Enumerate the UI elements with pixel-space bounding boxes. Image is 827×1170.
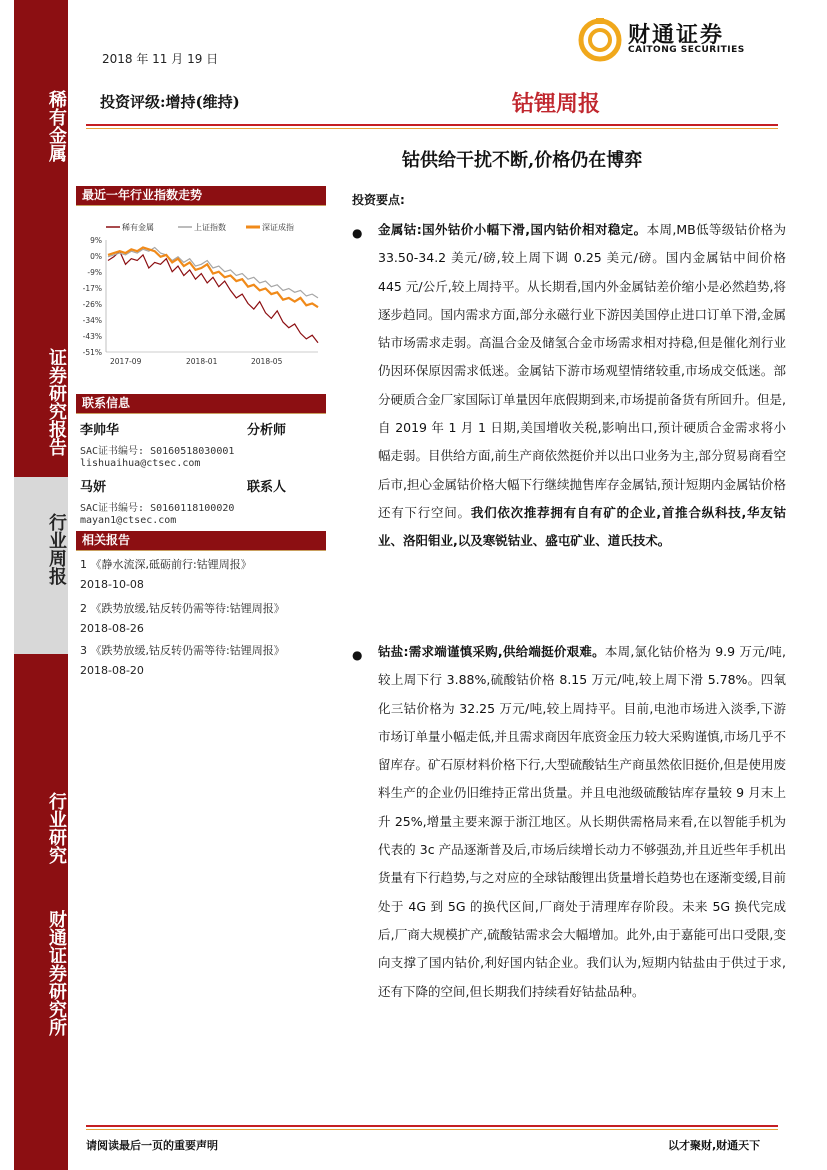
contact-section-header: 联系信息 — [76, 394, 326, 413]
key-point-cobalt-metal-lead: 金属钴:国外钴价小幅下滑,国内钴价相对稳定。 — [378, 222, 647, 237]
y-tick-label: -43% — [82, 332, 102, 341]
bullet-icon: ● — [352, 226, 363, 240]
sidebar-block-report-type — [14, 177, 68, 477]
legend-label: 深证成指 — [262, 223, 294, 232]
key-point-cobalt-metal-recommendation: 我们依次推荐拥有自有矿的企业,首推合纵科技,华友钴业、洛阳钼业,以及寒锐钴业、盛屯矿业、道氏技术。 — [378, 504, 786, 549]
analyst-email[interactable]: lishuaihua@ctsec.com — [80, 458, 201, 469]
footer-divider — [86, 1125, 778, 1127]
report-subtitle: 钴供给干扰不断,价格仍在博弈 — [402, 150, 643, 171]
contact-role: 联系人 — [247, 480, 287, 495]
analyst-name: 李帅华 — [80, 423, 120, 438]
related-section — [76, 531, 326, 551]
footer-disclaimer: 请阅读最后一页的重要声明 — [86, 1139, 218, 1152]
x-tick-label: 2018-05 — [251, 357, 283, 366]
related-section-header: 相关报告 — [76, 531, 326, 550]
analyst-role: 分析师 — [247, 423, 287, 438]
chart-section — [76, 186, 326, 206]
related-report-date: 2018-08-20 — [80, 664, 144, 677]
y-tick-label: -26% — [82, 300, 102, 309]
legend-label: 稀有金属 — [122, 223, 154, 232]
logo-emblem-icon — [578, 18, 622, 62]
index-trend-chart-svg — [76, 210, 326, 370]
header-divider-accent — [86, 128, 778, 129]
key-point-cobalt-salt — [378, 638, 786, 1006]
sidebar-institute-label: 财通证券研究所 — [46, 910, 67, 1036]
company-logo — [578, 18, 788, 62]
sidebar-block-institute — [14, 654, 68, 1170]
y-tick-label: 9% — [90, 236, 102, 245]
related-report-date: 2018-08-26 — [80, 622, 144, 635]
key-point-cobalt-salt-lead: 钴盐:需求端谨慎采购,供给端挺价艰难。 — [378, 644, 605, 659]
report-title: 钴锂周报 — [512, 91, 601, 117]
contact-email[interactable]: mayan1@ctsec.com — [80, 515, 177, 526]
contact-name: 马妍 — [80, 480, 107, 495]
contact-section — [76, 394, 326, 414]
sidebar-weekly-label: 行业周报 — [46, 513, 67, 585]
sidebar — [0, 0, 68, 1170]
key-point-cobalt-metal — [378, 216, 786, 556]
sidebar-report-type-label: 证券研究报告 — [46, 348, 67, 456]
related-report-title[interactable]: 3 《跌势放缓,钴反转仍需等待:钴锂周报》 — [80, 644, 285, 657]
index-trend-chart — [76, 210, 326, 370]
legend-label: 上证指数 — [194, 223, 226, 232]
header-divider — [86, 124, 778, 126]
related-report-title[interactable]: 2 《跌势放缓,钴反转仍需等待:钴锂周报》 — [80, 602, 285, 615]
related-report-date: 2018-10-08 — [80, 578, 144, 591]
footer-divider-accent — [86, 1129, 778, 1130]
y-tick-label: 0% — [90, 252, 102, 261]
y-tick-label: -51% — [82, 348, 102, 357]
related-report-title[interactable]: 1 《静水流深,砥砺前行:钴锂周报》 — [80, 558, 252, 571]
sidebar-research-label: 行业研究 — [46, 792, 67, 864]
report-date: 2018 年 11 月 19 日 — [102, 52, 219, 66]
x-tick-label: 2017-09 — [110, 357, 142, 366]
bullet-icon: ● — [352, 648, 363, 662]
key-point-cobalt-metal-body: 本周,MB低等级钴价格为 33.50-34.2 美元/磅,较上周下调 0.25 美元/磅。国内金属钴中间价格 445 元/公斤,较上周持平。从长期看,国内外金属钴差价缩小是必然趋势,将逐步趋同。国内需求方面,部分永磁行业下游因美国停止进口订单下滑,金属钴市场需求走弱。高温合金及储氢合金市场需求相对持稳,但是催化剂行业仍因环保原因需求低迷。金属钴下游市场观望情绪较重,市场成交低迷。部分硬质合金厂家国际订单量因年底假期到来,市场提前备货有所回升。但是,自 2019 年 1 月 1 日期,美国增收关税,影响出口,预计硬质合金需求将小幅走弱。目供给方面,前生产商依然挺价并以出口业务为主,部分贸易商看空后市,担心金属钴价格大幅下行继续抛售库存金属钴,预计短期内金属钴价格还有下行空间。 — [378, 222, 786, 520]
y-tick-label: -9% — [87, 268, 102, 277]
y-tick-label: -34% — [82, 316, 102, 325]
related-section-line — [76, 550, 326, 551]
sidebar-block-weekly — [14, 477, 68, 654]
contact-section-line — [76, 413, 326, 414]
series-line-1 — [108, 251, 318, 343]
key-points-title: 投资要点: — [352, 193, 405, 207]
sidebar-block-sector — [14, 0, 68, 177]
analyst-sac-number: SAC证书编号: S0160518030001 — [80, 446, 235, 457]
chart-section-header: 最近一年行业指数走势 — [76, 186, 326, 205]
y-tick-label: -17% — [82, 284, 102, 293]
logo-english-name: CAITONG SECURITIES — [628, 45, 745, 55]
sidebar-sector-label: 稀有金属 — [46, 89, 67, 162]
footer-slogan: 以才聚财,财通天下 — [668, 1139, 761, 1152]
investment-rating: 投资评级:增持(维持) — [100, 93, 240, 111]
key-point-cobalt-salt-body: 本周,氯化钴价格为 9.9 万元/吨,较上周下行 3.88%,硫酸钴价格 8.15 万元/吨,较上周下滑 5.78%。四氧化三钴价格为 32.25 万元/吨,较上周持平。目前,电池市场进入淡季,下游市场订单量小幅走低,并且需求商因年底资金压力较大采购谨慎,市场几乎不留库存。矿石原材料价格下行,大型硫酸钴生产商虽然依旧挺价,但是使用废料生产的企业仍旧维持正常出货量。并且电池级硫酸钴库存量较 9 月末上升 25%,增量主要来源于浙江地区。从长期供需格局来看,在以智能手机为代表的 3c 产品逐渐普及后,市场后续增长动力不够强劲,并且近些年手机出货量有下行趋势,与之对应的全球钴酸锂出货量增长趋势也在逐渐变缓,目前处于 4G 到 5G 的换代区间,厂商处于清理库存阶段。未来 5G 换代完成后,厂商大规模扩产,硫酸钴需求会大幅增加。此外,由于嘉能可出口受限,变向支撑了国内钴价,利好国内钴企业。我们认为,短期内钴盐由于供过于求,还有下降的空间,但长期我们持续看好钴盐品种。 — [378, 644, 786, 999]
logo-chinese-name: 财通证券 — [628, 23, 725, 48]
chart-section-line — [76, 205, 326, 206]
x-tick-label: 2018-01 — [186, 357, 218, 366]
contact-sac-number: SAC证书编号: S0160118100020 — [80, 503, 235, 514]
